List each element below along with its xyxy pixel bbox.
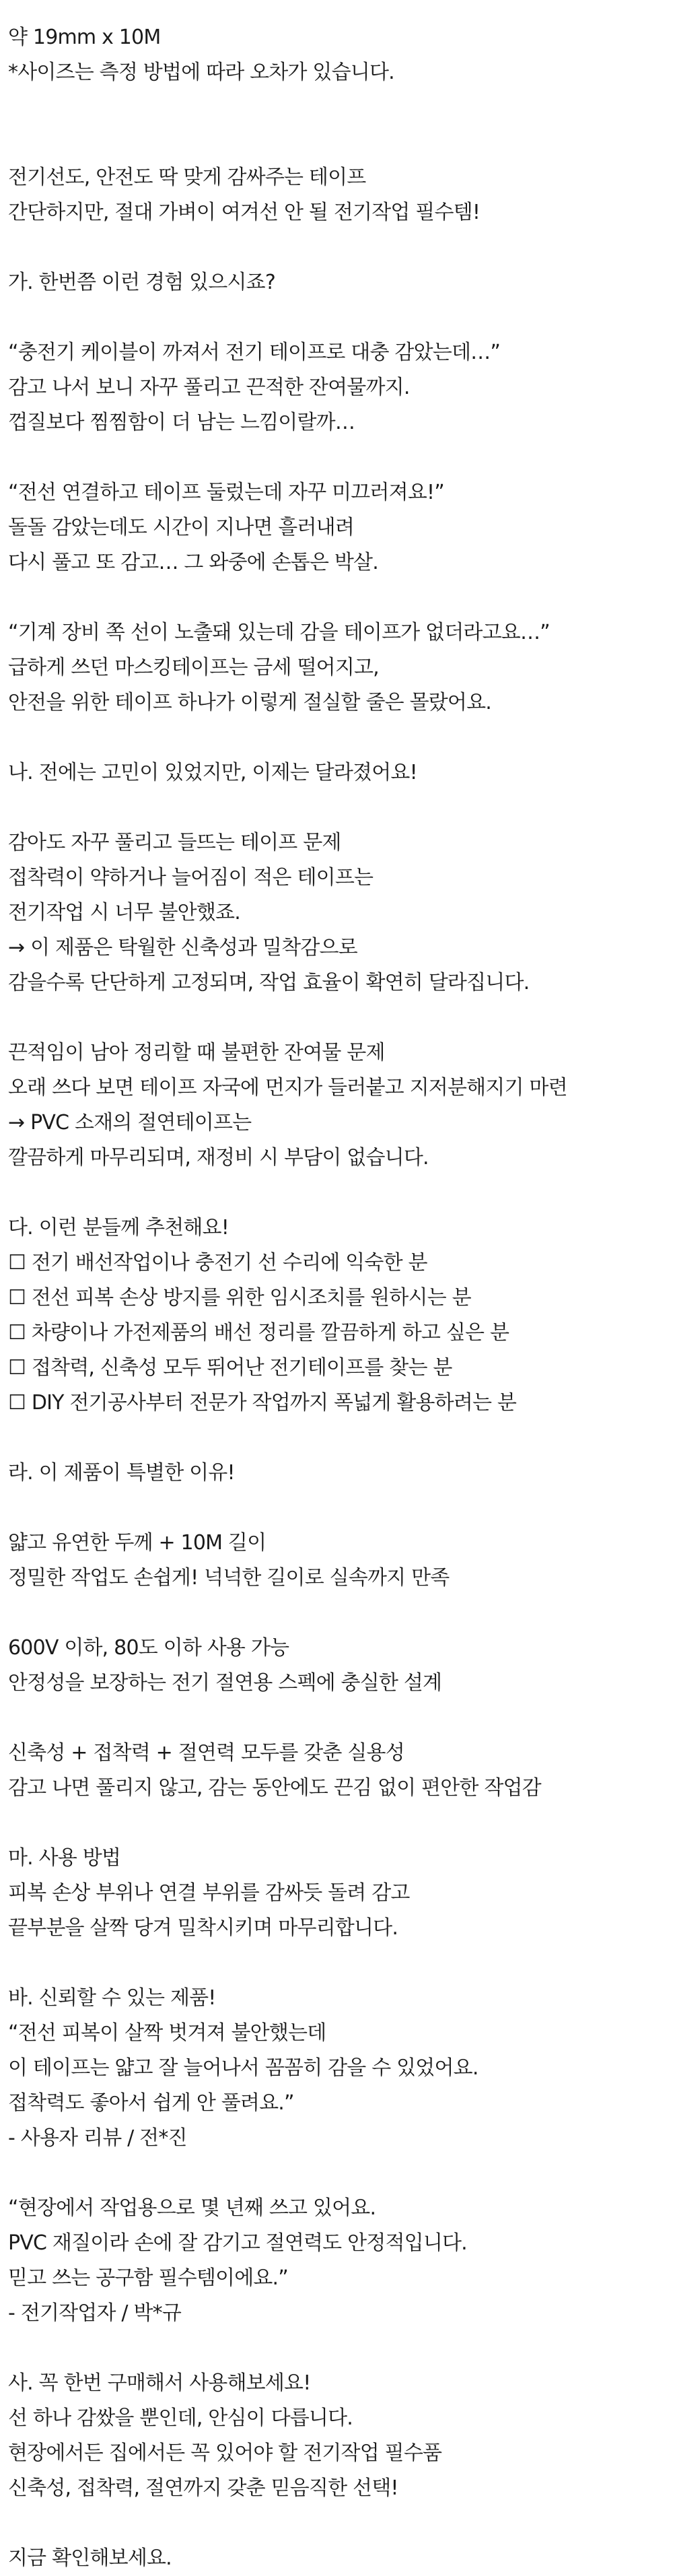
blank-line xyxy=(8,1806,665,1841)
blank-line xyxy=(8,300,665,335)
text-line: 얇고 유연한 두께 + 10M 길이 xyxy=(8,1531,267,1555)
text-line: 껍질보다 찜찜함이 더 남는 느낌이랄까… xyxy=(8,411,355,434)
text-line: ☐ 전선 피복 손상 방지를 위한 임시조치를 원하시는 분 xyxy=(8,1286,471,1310)
text-line: 피복 손상 부위나 연결 부위를 감싸듯 돌려 감고 xyxy=(8,1881,410,1905)
text-line: PVC 재질이라 손에 잘 감기고 절연력도 안정적입니다. xyxy=(8,2231,467,2255)
text-line: “전선 피복이 살짝 벗겨져 불안했는데 xyxy=(8,2021,326,2045)
text-line: 안정성을 보장하는 전기 절연용 스펙에 충실한 설계 xyxy=(8,1671,442,1695)
text-line: “전선 연결하고 테이프 둘렀는데 자꾸 미끄러져요!” xyxy=(8,481,444,504)
text-line: 마. 사용 방법 xyxy=(8,1846,121,1870)
text-line: 믿고 쓰는 공구함 필수템이에요.” xyxy=(8,2266,289,2290)
text-line: 깔끔하게 마무리되며, 재정비 시 부담이 없습니다. xyxy=(8,1146,429,1170)
text-line: 전기작업 시 너무 불안했죠. xyxy=(8,901,240,924)
text-line: “기계 장비 쪽 선이 노출돼 있는데 감을 테이프가 없더라고요…” xyxy=(8,621,550,644)
blank-line xyxy=(8,720,665,755)
blank-line xyxy=(8,2331,665,2366)
text-line: 바. 신뢰할 수 있는 제품! xyxy=(8,1986,216,2010)
product-description xyxy=(8,20,665,2576)
blank-line xyxy=(8,230,665,265)
blank-line xyxy=(8,440,665,475)
text-line: 신축성 + 접착력 + 절연력 모두를 갖춘 실용성 xyxy=(8,1741,404,1765)
text-line: 정밀한 작업도 손쉽게! 넉넉한 길이로 실속까지 만족 xyxy=(8,1566,450,1590)
text-line: 감아도 자꾸 풀리고 들뜨는 테이프 문제 xyxy=(8,831,341,854)
text-line: 600V 이하, 80도 이하 사용 가능 xyxy=(8,1636,289,1660)
text-line: → 이 제품은 탁월한 신축성과 밀착감으로 xyxy=(8,936,357,959)
text-line: 급하게 쓰던 마스킹테이프는 금세 떨어지고, xyxy=(8,656,379,679)
text-line: 간단하지만, 절대 가벼이 여겨선 안 될 전기작업 필수템! xyxy=(8,201,481,224)
text-line: “현장에서 작업용으로 몇 년째 쓰고 있어요. xyxy=(8,2196,376,2220)
blank-line xyxy=(8,1946,665,1981)
text-line: 전기선도, 안전도 딱 맞게 감싸주는 테이프 xyxy=(8,166,366,189)
text-line: “충전기 케이블이 까져서 전기 테이프로 대충 감았는데…” xyxy=(8,341,501,364)
text-line: 감을수록 단단하게 고정되며, 작업 효율이 확연히 달라집니다. xyxy=(8,971,530,994)
text-line: 다시 풀고 또 감고… 그 와중에 손톱은 박살. xyxy=(8,551,378,574)
text-line: 선 하나 감쌌을 뿐인데, 안심이 다릅니다. xyxy=(8,2406,353,2430)
blank-line xyxy=(8,1421,665,1456)
blank-line xyxy=(8,2156,665,2191)
text-line: ☐ 차량이나 가전제품의 배선 정리를 깔끔하게 하고 싶은 분 xyxy=(8,1321,509,1345)
text-line: 안전을 위한 테이프 하나가 이렇게 절실할 줄은 몰랐어요. xyxy=(8,691,492,714)
text-line: 감고 나서 보니 자꾸 풀리고 끈적한 잔여물까지. xyxy=(8,376,410,399)
blank-line xyxy=(8,1176,665,1211)
text-line: 접착력이 약하거나 늘어짐이 적은 테이프는 xyxy=(8,866,374,889)
blank-line xyxy=(8,580,665,615)
blank-line xyxy=(8,1491,665,1526)
text-line: 오래 쓰다 보면 테이프 자국에 먼지가 들러붙고 지저분해지기 마련 xyxy=(8,1076,567,1099)
blank-line xyxy=(8,90,665,125)
text-line: 끈적임이 남아 정리할 때 불편한 잔여물 문제 xyxy=(8,1041,385,1064)
text-line: 나. 전에는 고민이 있었지만, 이제는 달라졌어요! xyxy=(8,761,417,784)
blank-line xyxy=(8,1701,665,1736)
text-line: 약 19mm x 10M xyxy=(8,26,161,49)
text-line: 감고 나면 풀리지 않고, 감는 동안에도 끈김 없이 편안한 작업감 xyxy=(8,1776,541,1800)
text-line: 신축성, 접착력, 절연까지 갖춘 믿음직한 선택! xyxy=(8,2476,398,2500)
blank-line xyxy=(8,790,665,825)
text-line: 접착력도 좋아서 쉽게 안 풀려요.” xyxy=(8,2091,294,2115)
text-line: ☐ DIY 전기공사부터 전문가 작업까지 폭넓게 활용하려는 분 xyxy=(8,1391,517,1415)
text-line: ☐ 접착력, 신축성 모두 뛰어난 전기테이프를 찾는 분 xyxy=(8,1356,452,1380)
text-line: 이 테이프는 얇고 잘 늘어나서 꼼꼼히 감을 수 있었어요. xyxy=(8,2056,479,2080)
blank-line xyxy=(8,2506,665,2541)
text-line: - 전기작업자 / 박*규 xyxy=(8,2301,182,2325)
text-line: → PVC 소재의 절연테이프는 xyxy=(8,1111,252,1134)
blank-line xyxy=(8,1596,665,1631)
text-line: - 사용자 리뷰 / 전*진 xyxy=(8,2126,187,2150)
text-line: 가. 한번쯤 이런 경험 있으시죠? xyxy=(8,271,275,294)
text-line: 사. 꼭 한번 구매해서 사용해보세요! xyxy=(8,2371,311,2395)
text-line: 다. 이런 분들께 추천해요! xyxy=(8,1216,229,1240)
text-line: 라. 이 제품이 특별한 이유! xyxy=(8,1461,235,1485)
text-line: ☐ 전기 배선작업이나 충전기 선 수리에 익숙한 분 xyxy=(8,1251,427,1275)
blank-line xyxy=(8,125,665,160)
blank-line xyxy=(8,1001,665,1036)
text-line: 현장에서든 집에서든 꼭 있어야 할 전기작업 필수품 xyxy=(8,2441,442,2465)
text-line: *사이즈는 측정 방법에 따라 오차가 있습니다. xyxy=(8,61,394,84)
text-line: 돌돌 감았는데도 시간이 지나면 흘러내려 xyxy=(8,516,355,539)
text-line: 끝부분을 살짝 당겨 밀착시키며 마무리합니다. xyxy=(8,1916,398,1940)
text-line: 지금 확인해보세요. xyxy=(8,2546,172,2570)
